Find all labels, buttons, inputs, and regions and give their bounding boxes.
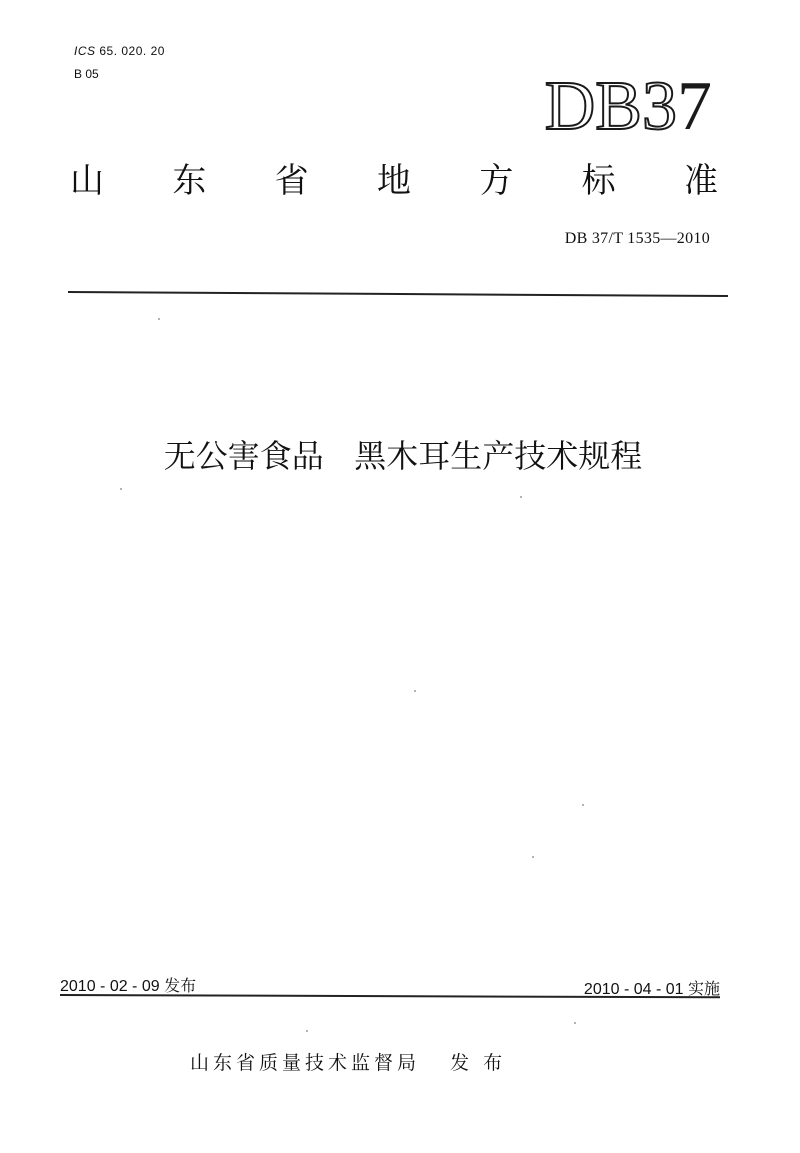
scan-speck <box>520 496 522 498</box>
standard-type-char: 山 <box>70 161 104 201</box>
scan-speck <box>306 1030 308 1032</box>
logo-seven: 7 <box>677 68 712 145</box>
document-title: 无公害食品 黑木耳生产技术规程 <box>163 437 643 475</box>
ics-number: 65. 020. 20 <box>99 44 165 58</box>
standard-type-char: 标 <box>581 161 616 201</box>
standard-type-char: 东 <box>172 161 207 201</box>
standard-type-char: 地 <box>376 161 411 201</box>
ccs-code: B 05 <box>74 67 99 81</box>
standard-type-heading <box>70 161 718 201</box>
standard-type-char: 省 <box>274 161 309 201</box>
ics-code <box>74 44 165 58</box>
scan-speck <box>574 1022 576 1024</box>
scan-speck <box>120 488 122 490</box>
scan-speck <box>414 690 416 692</box>
db37-logo <box>544 68 712 145</box>
scan-speck <box>158 318 160 320</box>
issue-date: 2010 - 02 - 09 发布 <box>60 978 197 995</box>
standard-type-char: 方 <box>479 161 514 201</box>
publisher: 山东省质量技术监督局 发 布 <box>190 1052 507 1074</box>
scan-speck <box>582 804 584 806</box>
standard-number: DB 37/T 1535—2010 <box>564 230 710 247</box>
scan-speck <box>532 856 534 858</box>
ics-prefix: ICS <box>74 44 96 58</box>
logo-db3: DB3 <box>544 68 677 145</box>
standard-type-char: 准 <box>683 161 718 201</box>
header-divider <box>68 291 728 297</box>
implementation-date: 2010 - 04 - 01 实施 <box>583 981 720 998</box>
